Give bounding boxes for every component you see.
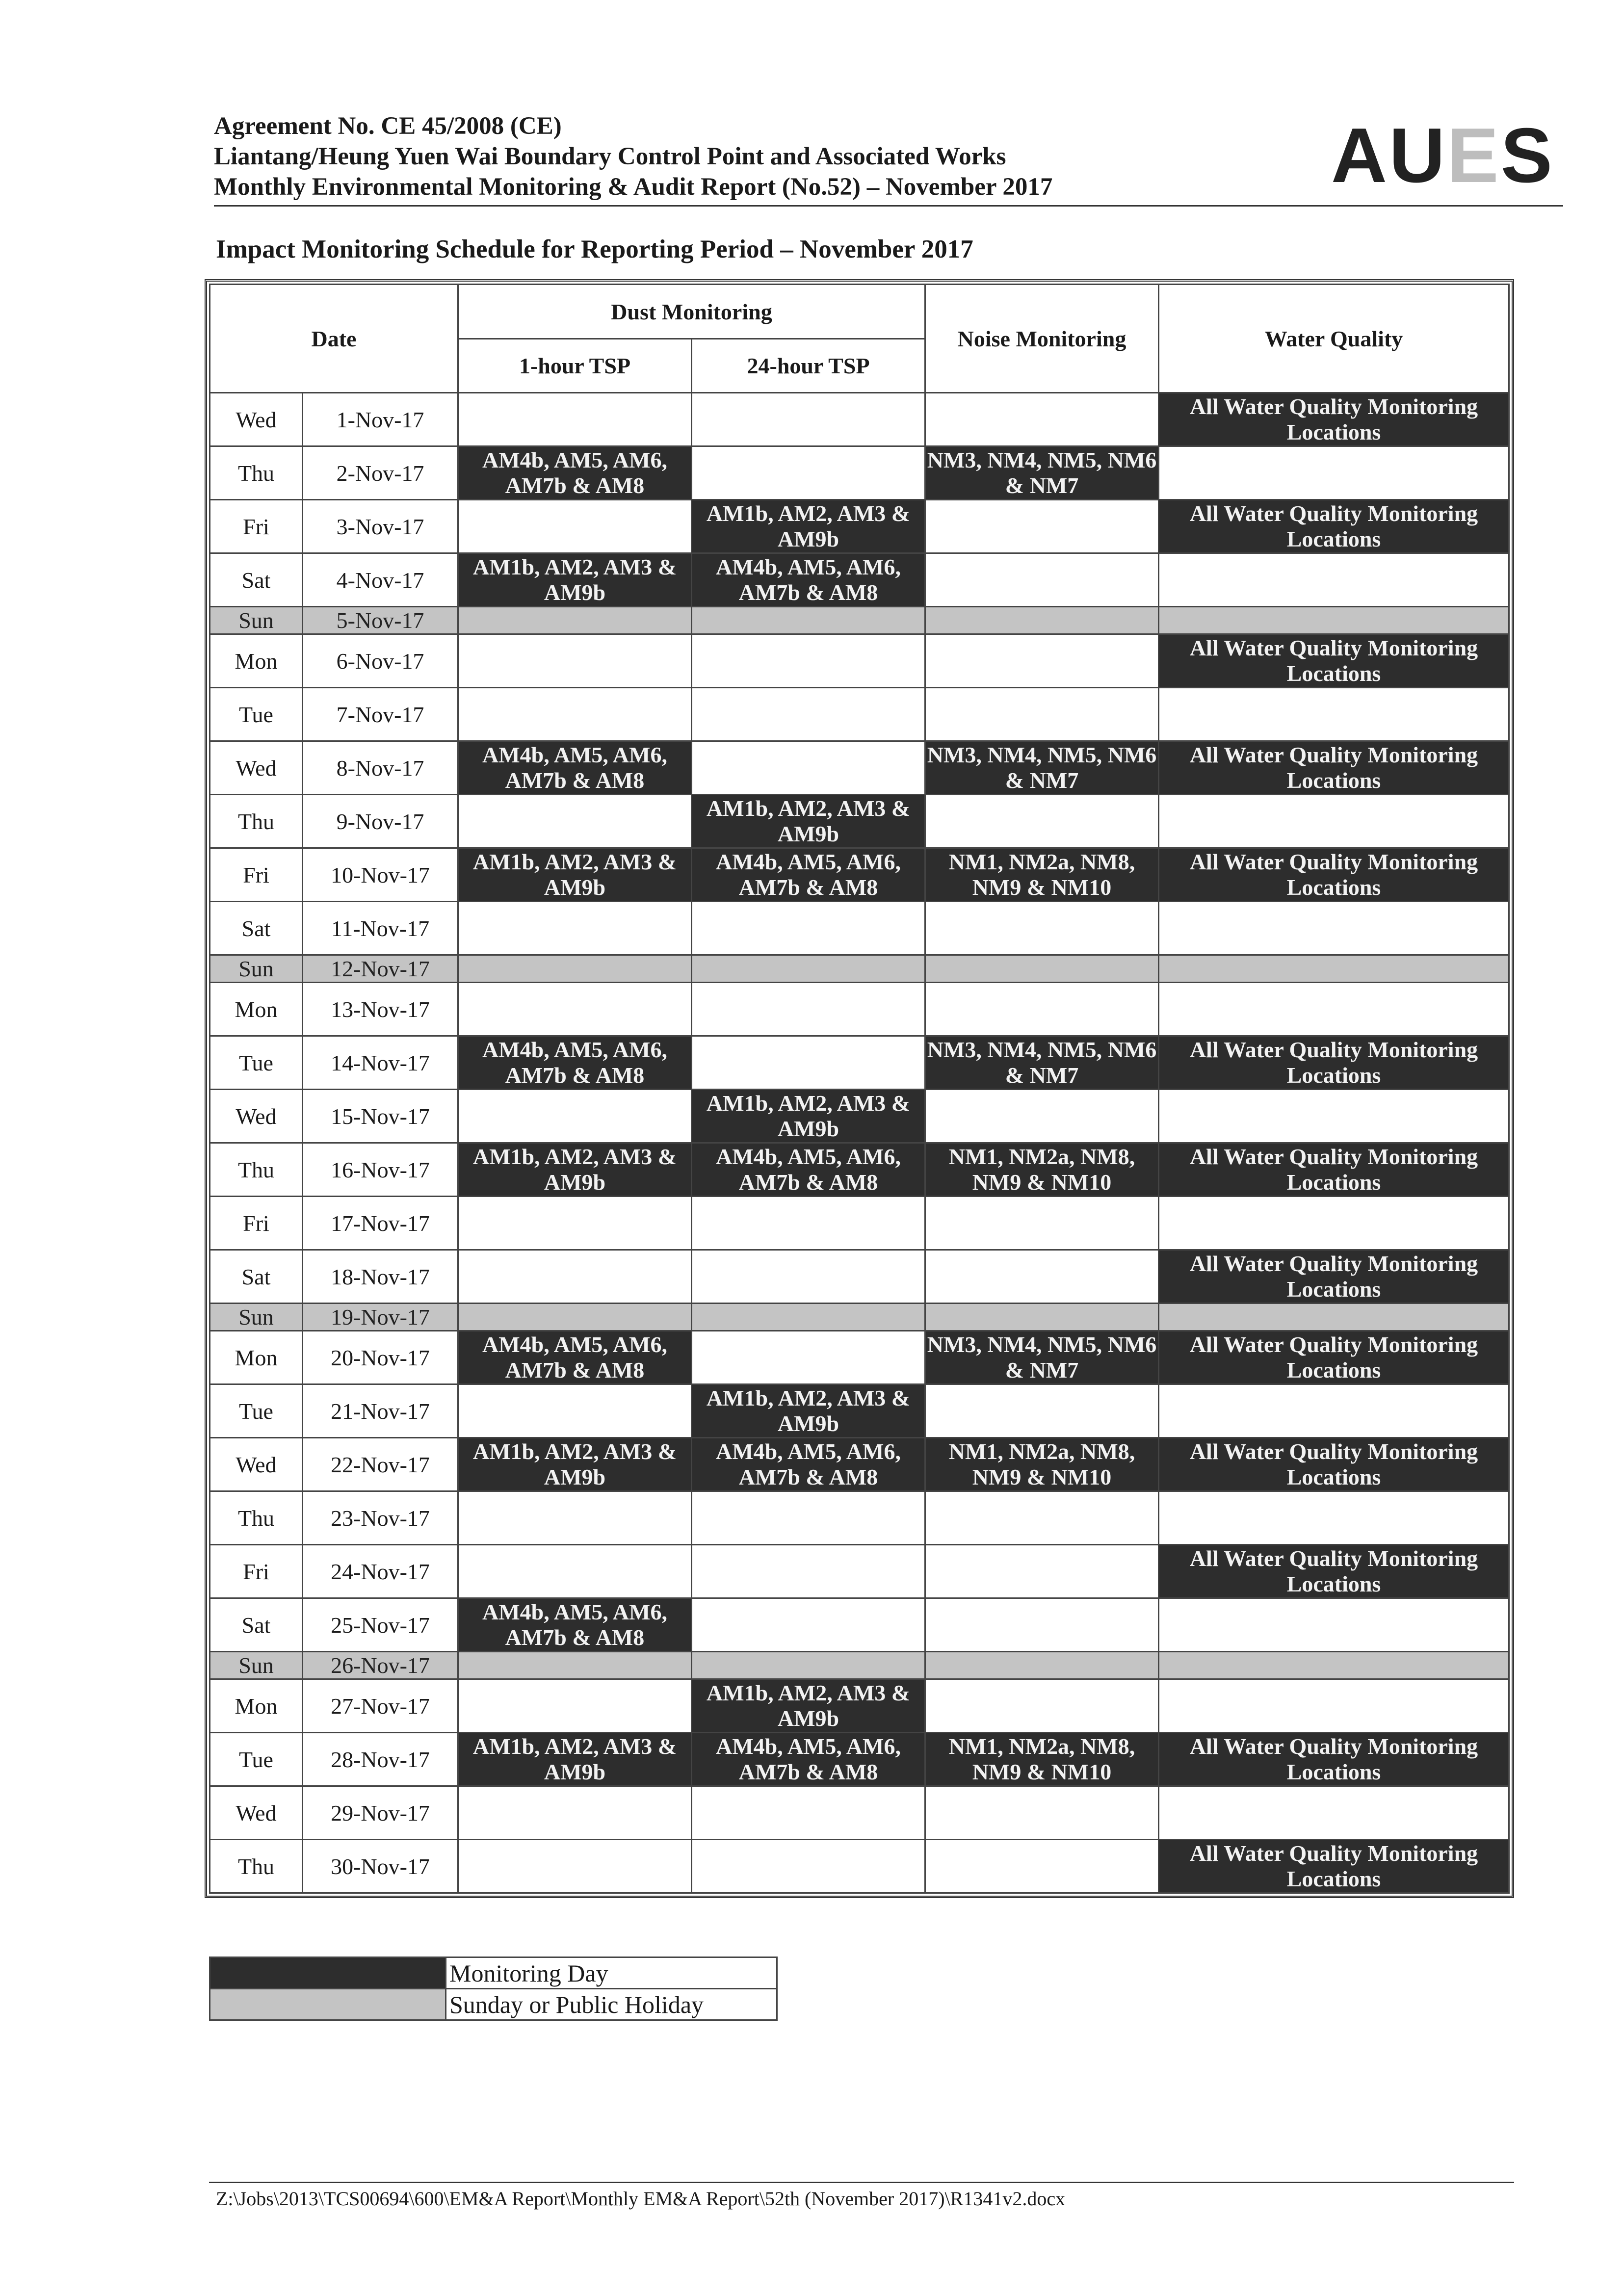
noise-cell (925, 795, 1159, 848)
schedule-row (210, 393, 1509, 446)
noise-cell (925, 1786, 1159, 1840)
tsp-1hour-cell: AM4b, AM5, AM6, AM7b & AM8 (458, 1331, 692, 1384)
schedule-row (210, 741, 1509, 795)
noise-cell: NM3, NM4, NM5, NM6 & NM7 (925, 1036, 1159, 1090)
schedule-row (210, 1679, 1509, 1733)
header-divider (214, 205, 1563, 207)
schedule-row (210, 634, 1509, 688)
water-quality-cell (1159, 955, 1509, 983)
schedule-row (210, 1786, 1509, 1840)
day-cell: Sat (210, 553, 303, 607)
dust-monitoring-header: Dust Monitoring (458, 285, 925, 339)
date-cell: 9-Nov-17 (303, 795, 458, 848)
tsp-1hour-cell (458, 607, 692, 634)
date-cell: 8-Nov-17 (303, 741, 458, 795)
tsp-24hour-cell (692, 688, 925, 741)
tsp-24hour-cell: AM4b, AM5, AM6, AM7b & AM8 (692, 1733, 925, 1786)
schedule-row (210, 1384, 1509, 1438)
tsp-24hour-cell: AM4b, AM5, AM6, AM7b & AM8 (692, 1143, 925, 1197)
project-title: Liantang/Heung Yuen Wai Boundary Control Point and Associated Works (214, 143, 1006, 170)
schedule-row (210, 1197, 1509, 1250)
schedule-body (210, 393, 1509, 1893)
day-cell: Sun (210, 1652, 303, 1679)
tsp-24hour-cell (692, 1786, 925, 1840)
tsp-24hour-cell (692, 1304, 925, 1331)
day-cell: Mon (210, 1679, 303, 1733)
legend-label-monitoring: Monitoring Day (446, 1957, 777, 1989)
tsp-1hour-cell: AM4b, AM5, AM6, AM7b & AM8 (458, 1036, 692, 1090)
noise-monitoring-header: Noise Monitoring (925, 285, 1159, 393)
noise-cell (925, 902, 1159, 955)
tsp-1hour-cell: AM1b, AM2, AM3 & AM9b (458, 553, 692, 607)
logo-text-a: AU (1331, 112, 1447, 199)
noise-cell (925, 1197, 1159, 1250)
day-cell: Mon (210, 634, 303, 688)
noise-cell: NM3, NM4, NM5, NM6 & NM7 (925, 1331, 1159, 1384)
water-quality-cell: All Water Quality Monitoring Locations (1159, 634, 1509, 688)
day-cell: Tue (210, 1036, 303, 1090)
tsp-24hour-cell (692, 741, 925, 795)
water-quality-cell: All Water Quality Monitoring Locations (1159, 1331, 1509, 1384)
tsp-1hour-cell (458, 955, 692, 983)
water-quality-cell (1159, 1384, 1509, 1438)
noise-cell: NM1, NM2a, NM8, NM9 & NM10 (925, 1438, 1159, 1491)
tsp-1hour-cell (458, 634, 692, 688)
water-quality-cell: All Water Quality Monitoring Locations (1159, 1545, 1509, 1598)
schedule-row (210, 1250, 1509, 1304)
date-cell: 20-Nov-17 (303, 1331, 458, 1384)
water-quality-cell (1159, 1197, 1509, 1250)
noise-cell (925, 500, 1159, 553)
schedule-row (210, 1143, 1509, 1197)
date-cell: 23-Nov-17 (303, 1491, 458, 1545)
tsp-1hour-cell (458, 1786, 692, 1840)
tsp-24hour-cell (692, 607, 925, 634)
schedule-row (210, 500, 1509, 553)
noise-cell (925, 553, 1159, 607)
tsp-24hour-cell: AM1b, AM2, AM3 & AM9b (692, 1384, 925, 1438)
date-cell: 28-Nov-17 (303, 1733, 458, 1786)
tsp-1hour-cell (458, 1250, 692, 1304)
legend-swatch-sunday (210, 1989, 446, 2020)
tsp-24hour-cell (692, 983, 925, 1036)
legend-label-sunday: Sunday or Public Holiday (446, 1989, 777, 2020)
day-cell: Mon (210, 1331, 303, 1384)
date-cell: 1-Nov-17 (303, 393, 458, 446)
water-quality-cell (1159, 607, 1509, 634)
tsp-1hour-cell (458, 1679, 692, 1733)
date-cell: 17-Nov-17 (303, 1197, 458, 1250)
aues-logo (1331, 112, 1554, 199)
tsp-1hour-cell (458, 688, 692, 741)
monitoring-schedule-table (209, 284, 1510, 1894)
day-cell: Sat (210, 1598, 303, 1652)
tsp-24hour-cell (692, 1491, 925, 1545)
noise-cell: NM1, NM2a, NM8, NM9 & NM10 (925, 1143, 1159, 1197)
date-cell: 30-Nov-17 (303, 1840, 458, 1893)
noise-cell (925, 1598, 1159, 1652)
water-quality-cell: All Water Quality Monitoring Locations (1159, 1036, 1509, 1090)
date-cell: 15-Nov-17 (303, 1090, 458, 1143)
noise-cell: NM3, NM4, NM5, NM6 & NM7 (925, 741, 1159, 795)
date-cell: 5-Nov-17 (303, 607, 458, 634)
day-cell: Sun (210, 607, 303, 634)
noise-cell (925, 1304, 1159, 1331)
noise-cell (925, 1545, 1159, 1598)
day-cell: Thu (210, 1143, 303, 1197)
agreement-number: Agreement No. CE 45/2008 (CE) (214, 112, 562, 140)
footer-divider (209, 2182, 1514, 2183)
date-cell: 18-Nov-17 (303, 1250, 458, 1304)
tsp-24hour-cell (692, 1652, 925, 1679)
schedule-row (210, 1652, 1509, 1679)
noise-cell: NM3, NM4, NM5, NM6 & NM7 (925, 446, 1159, 500)
noise-cell (925, 1384, 1159, 1438)
water-quality-cell: All Water Quality Monitoring Locations (1159, 393, 1509, 446)
schedule-row (210, 955, 1509, 983)
schedule-row (210, 1331, 1509, 1384)
water-quality-cell (1159, 1304, 1509, 1331)
schedule-row (210, 1491, 1509, 1545)
noise-cell: NM1, NM2a, NM8, NM9 & NM10 (925, 848, 1159, 902)
tsp-1hour-cell: AM1b, AM2, AM3 & AM9b (458, 1438, 692, 1491)
water-quality-cell: All Water Quality Monitoring Locations (1159, 848, 1509, 902)
date-cell: 19-Nov-17 (303, 1304, 458, 1331)
day-cell: Thu (210, 1491, 303, 1545)
tsp-24hour-cell (692, 1545, 925, 1598)
tsp-1hour-cell: AM1b, AM2, AM3 & AM9b (458, 1733, 692, 1786)
noise-cell (925, 1652, 1159, 1679)
tsp-24hour-cell (692, 1250, 925, 1304)
day-cell: Fri (210, 500, 303, 553)
tsp-1hour-cell (458, 902, 692, 955)
tsp-1hour-cell (458, 983, 692, 1036)
schedule-row (210, 1545, 1509, 1598)
tsp-24hour-cell: AM1b, AM2, AM3 & AM9b (692, 795, 925, 848)
date-cell: 7-Nov-17 (303, 688, 458, 741)
day-cell: Thu (210, 1840, 303, 1893)
water-quality-cell (1159, 1679, 1509, 1733)
date-cell: 24-Nov-17 (303, 1545, 458, 1598)
day-cell: Fri (210, 848, 303, 902)
report-title: Monthly Environmental Monitoring & Audit Report (No.52) – November 2017 (214, 173, 1053, 201)
day-cell: Wed (210, 1786, 303, 1840)
schedule-row (210, 607, 1509, 634)
day-cell: Thu (210, 795, 303, 848)
tsp-1hour-header: 1-hour TSP (458, 339, 692, 393)
tsp-24hour-header: 24-hour TSP (692, 339, 925, 393)
water-quality-cell: All Water Quality Monitoring Locations (1159, 741, 1509, 795)
water-quality-cell (1159, 553, 1509, 607)
day-cell: Wed (210, 393, 303, 446)
day-cell: Fri (210, 1545, 303, 1598)
schedule-row (210, 553, 1509, 607)
tsp-24hour-cell (692, 1598, 925, 1652)
schedule-row (210, 983, 1509, 1036)
tsp-24hour-cell (692, 1840, 925, 1893)
day-cell: Thu (210, 446, 303, 500)
tsp-24hour-cell: AM1b, AM2, AM3 & AM9b (692, 500, 925, 553)
water-quality-cell (1159, 446, 1509, 500)
water-quality-cell (1159, 795, 1509, 848)
noise-cell (925, 1679, 1159, 1733)
water-quality-cell (1159, 688, 1509, 741)
tsp-1hour-cell (458, 1304, 692, 1331)
tsp-1hour-cell: AM4b, AM5, AM6, AM7b & AM8 (458, 741, 692, 795)
date-cell: 14-Nov-17 (303, 1036, 458, 1090)
tsp-24hour-cell: AM4b, AM5, AM6, AM7b & AM8 (692, 553, 925, 607)
date-cell: 6-Nov-17 (303, 634, 458, 688)
tsp-1hour-cell (458, 795, 692, 848)
water-quality-header: Water Quality (1159, 285, 1509, 393)
day-cell: Sat (210, 902, 303, 955)
schedule-row (210, 688, 1509, 741)
water-quality-cell: All Water Quality Monitoring Locations (1159, 1733, 1509, 1786)
noise-cell (925, 1840, 1159, 1893)
day-cell: Mon (210, 983, 303, 1036)
schedule-row (210, 902, 1509, 955)
tsp-1hour-cell: AM1b, AM2, AM3 & AM9b (458, 848, 692, 902)
tsp-1hour-cell (458, 1491, 692, 1545)
date-cell: 16-Nov-17 (303, 1143, 458, 1197)
date-cell: 10-Nov-17 (303, 848, 458, 902)
schedule-row (210, 1036, 1509, 1090)
day-cell: Sun (210, 1304, 303, 1331)
date-cell: 25-Nov-17 (303, 1598, 458, 1652)
schedule-row (210, 1840, 1509, 1893)
water-quality-cell: All Water Quality Monitoring Locations (1159, 1250, 1509, 1304)
date-cell: 22-Nov-17 (303, 1438, 458, 1491)
tsp-24hour-cell: AM1b, AM2, AM3 & AM9b (692, 1679, 925, 1733)
day-cell: Wed (210, 1090, 303, 1143)
date-cell: 3-Nov-17 (303, 500, 458, 553)
logo-text-e: E (1447, 112, 1501, 199)
date-cell: 13-Nov-17 (303, 983, 458, 1036)
noise-cell (925, 607, 1159, 634)
tsp-24hour-cell (692, 446, 925, 500)
water-quality-cell: All Water Quality Monitoring Locations (1159, 1438, 1509, 1491)
schedule-row (210, 795, 1509, 848)
tsp-1hour-cell (458, 500, 692, 553)
tsp-24hour-cell: AM4b, AM5, AM6, AM7b & AM8 (692, 1438, 925, 1491)
schedule-row (210, 1598, 1509, 1652)
report-header (214, 111, 1563, 204)
schedule-row (210, 1438, 1509, 1491)
water-quality-cell (1159, 1598, 1509, 1652)
water-quality-cell (1159, 983, 1509, 1036)
tsp-1hour-cell: AM1b, AM2, AM3 & AM9b (458, 1143, 692, 1197)
noise-cell: NM1, NM2a, NM8, NM9 & NM10 (925, 1733, 1159, 1786)
header-text (214, 111, 1052, 202)
tsp-24hour-cell (692, 1036, 925, 1090)
noise-cell (925, 688, 1159, 741)
tsp-1hour-cell (458, 1840, 692, 1893)
water-quality-cell (1159, 902, 1509, 955)
noise-cell (925, 393, 1159, 446)
tsp-1hour-cell (458, 393, 692, 446)
day-cell: Wed (210, 1438, 303, 1491)
date-cell: 12-Nov-17 (303, 955, 458, 983)
noise-cell (925, 1250, 1159, 1304)
water-quality-cell (1159, 1491, 1509, 1545)
water-quality-cell: All Water Quality Monitoring Locations (1159, 500, 1509, 553)
tsp-1hour-cell (458, 1384, 692, 1438)
tsp-24hour-cell: AM1b, AM2, AM3 & AM9b (692, 1090, 925, 1143)
day-cell: Sat (210, 1250, 303, 1304)
tsp-24hour-cell (692, 634, 925, 688)
schedule-row (210, 1304, 1509, 1331)
date-cell: 27-Nov-17 (303, 1679, 458, 1733)
noise-cell (925, 634, 1159, 688)
legend (209, 1957, 778, 2021)
legend-swatch-monitoring (210, 1957, 446, 1989)
file-path-footer: Z:\Jobs\2013\TCS00694\600\EM&A Report\Monthly EM&A Report\52th (November 2017)\R1341v2.docx (216, 2188, 1066, 2210)
tsp-1hour-cell (458, 1197, 692, 1250)
noise-cell (925, 1491, 1159, 1545)
tsp-24hour-cell (692, 393, 925, 446)
day-cell: Sun (210, 955, 303, 983)
tsp-1hour-cell (458, 1090, 692, 1143)
day-cell: Tue (210, 1733, 303, 1786)
tsp-24hour-cell: AM4b, AM5, AM6, AM7b & AM8 (692, 848, 925, 902)
water-quality-cell: All Water Quality Monitoring Locations (1159, 1840, 1509, 1893)
tsp-1hour-cell: AM4b, AM5, AM6, AM7b & AM8 (458, 1598, 692, 1652)
date-header: Date (210, 285, 458, 393)
date-cell: 11-Nov-17 (303, 902, 458, 955)
date-cell: 2-Nov-17 (303, 446, 458, 500)
logo-text-s: S (1500, 112, 1554, 199)
day-cell: Tue (210, 1384, 303, 1438)
water-quality-cell (1159, 1090, 1509, 1143)
tsp-1hour-cell (458, 1545, 692, 1598)
tsp-24hour-cell (692, 1197, 925, 1250)
water-quality-cell (1159, 1786, 1509, 1840)
schedule-row (210, 848, 1509, 902)
schedule-row (210, 1090, 1509, 1143)
water-quality-cell (1159, 1652, 1509, 1679)
tsp-24hour-cell (692, 1331, 925, 1384)
tsp-1hour-cell (458, 1652, 692, 1679)
date-cell: 29-Nov-17 (303, 1786, 458, 1840)
tsp-24hour-cell (692, 955, 925, 983)
schedule-row (210, 446, 1509, 500)
date-cell: 26-Nov-17 (303, 1652, 458, 1679)
date-cell: 21-Nov-17 (303, 1384, 458, 1438)
water-quality-cell: All Water Quality Monitoring Locations (1159, 1143, 1509, 1197)
day-cell: Tue (210, 688, 303, 741)
tsp-1hour-cell: AM4b, AM5, AM6, AM7b & AM8 (458, 446, 692, 500)
day-cell: Wed (210, 741, 303, 795)
schedule-title: Impact Monitoring Schedule for Reporting Period – November 2017 (216, 235, 973, 263)
day-cell: Fri (210, 1197, 303, 1250)
date-cell: 4-Nov-17 (303, 553, 458, 607)
tsp-24hour-cell (692, 902, 925, 955)
noise-cell (925, 983, 1159, 1036)
noise-cell (925, 955, 1159, 983)
schedule-row (210, 1733, 1509, 1786)
noise-cell (925, 1090, 1159, 1143)
